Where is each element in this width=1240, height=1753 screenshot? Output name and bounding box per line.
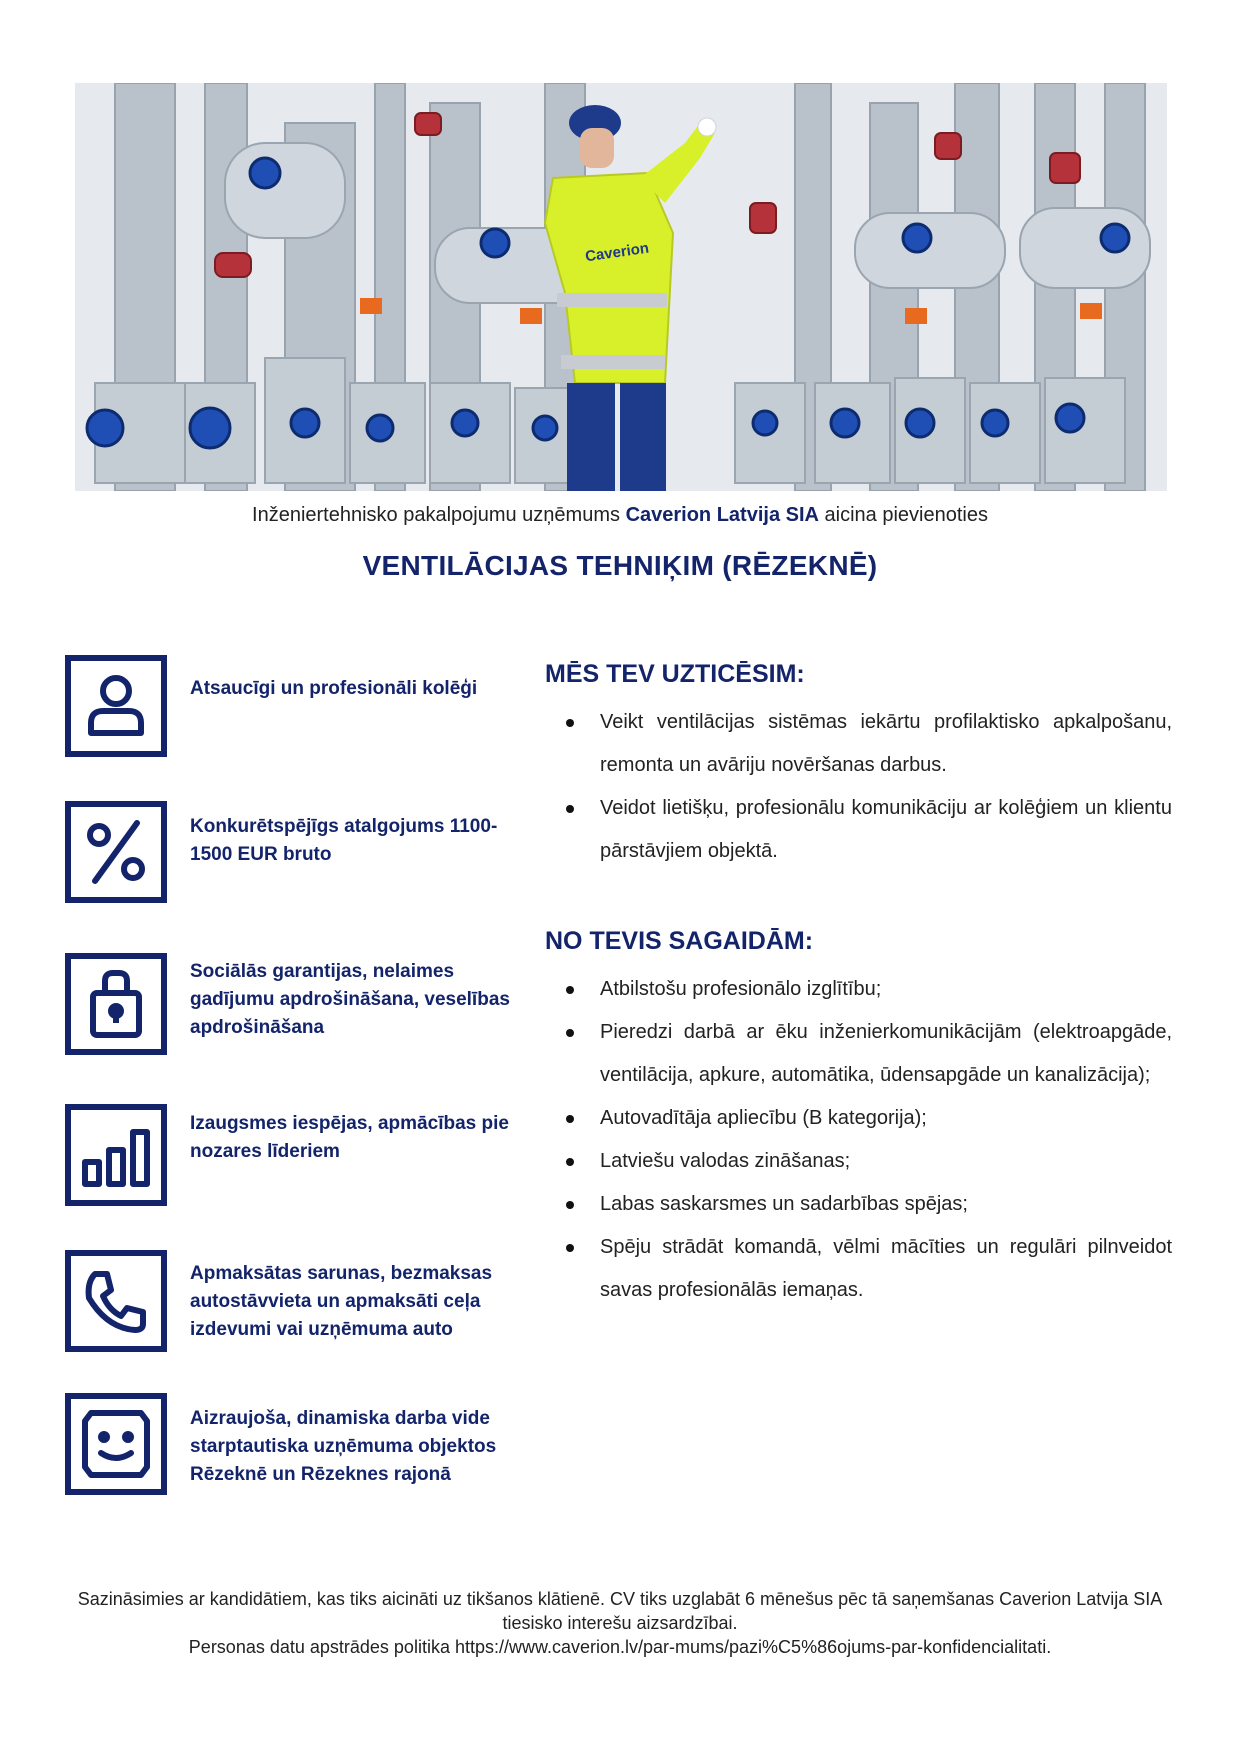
phone-icon [65,1250,167,1352]
list-item: Atbilstošu profesionālo izglītību; [600,968,1172,1011]
trust-heading: MĒS TEV UZTICĒSIM: [545,660,805,688]
list-item: Pieredzi darbā ar ēku inženierkomunikācijām (elektroapgāde, ventilācija, apkure, automātika, ūdensapgāde un kanalizācija); [600,1011,1172,1097]
footer-notice [70,1587,1170,1659]
list-item: Spēju strādāt komandā, vēlmi mācīties un regulāri pilnveidot savas profesionālās iemaņas. [600,1226,1172,1312]
benefit-text: Atsaucīgi un profesionāli kolēģi [190,678,478,699]
benefit-growth [65,1104,535,1208]
percent-icon [65,801,167,903]
benefit-text: Apmaksātas sarunas, bezmaksas autostāvvieta un apmaksāti ceļa izdevumi vai uzņēmuma auto [190,1263,493,1340]
company-name: Caverion Latvija SIA [625,504,819,526]
expect-heading: NO TEVIS SAGAIDĀM: [545,927,814,955]
benefit-environment [65,1393,535,1497]
smiley-icon [65,1393,167,1495]
intro-line [0,504,1240,527]
benefit-salary [65,801,535,905]
benefit-transport [65,1250,535,1354]
hero-photo [75,83,1167,491]
benefit-text: Konkurētspējīgs atalgojums 1100-1500 EUR bruto [190,816,498,865]
list-item: Veikt ventilācijas sistēmas iekārtu profilaktisko apkalpošanu, remonta un avāriju novēršanas darbus. [600,701,1172,787]
benefit-insurance [65,953,535,1057]
expect-list [600,968,1172,1312]
trust-list [600,701,1172,873]
bar-chart-icon [65,1104,167,1206]
benefit-colleagues [65,655,535,759]
footer-privacy-policy: Personas datu apstrādes politika https://www.caverion.lv/par-mums/pazi%C5%86ojums-par-konfidencialitati. [188,1637,1052,1657]
technician-with-pipes-illustration [75,83,1167,491]
intro-suffix: aicina pievienoties [824,504,988,526]
list-item: Labas saskarsmes un sadarbības spējas; [600,1183,1172,1226]
job-title: VENTILĀCIJAS TEHNIĶIM (RĒZEKNĒ) [362,550,878,581]
list-item: Veidot lietišķu, profesionālu komunikāciju ar kolēģiem un klientu pārstāvjiem objektā. [600,787,1172,873]
list-item: Latviešu valodas zināšanas; [600,1140,1172,1183]
list-item: Autovadītāja apliecību (B kategorija); [600,1097,1172,1140]
footer-retention-note: Sazināsimies ar kandidātiem, kas tiks aicināti uz tikšanos klātienē. CV tiks uzglabāt 6 mēnešus pēc tā saņemšanas Caverion Latvija SIA tiesisko interešu aizsardzībai. [77,1589,1163,1633]
benefit-text: Izaugsmes iespējas, apmācības pie nozares līderiem [190,1113,509,1162]
benefit-text: Aizraujoša, dinamiska darba vide starptautiska uzņēmuma objektos Rēzeknē un Rēzeknes rajonā [190,1408,497,1485]
vest-logo-text: Caverion [584,239,651,266]
person-icon [65,655,167,757]
benefit-text: Sociālās garantijas, nelaimes gadījumu apdrošināšana, veselības apdrošināšana [190,961,510,1038]
intro-prefix: Inženiertehnisko pakalpojumu uzņēmums [252,504,620,526]
lock-icon [65,953,167,1055]
